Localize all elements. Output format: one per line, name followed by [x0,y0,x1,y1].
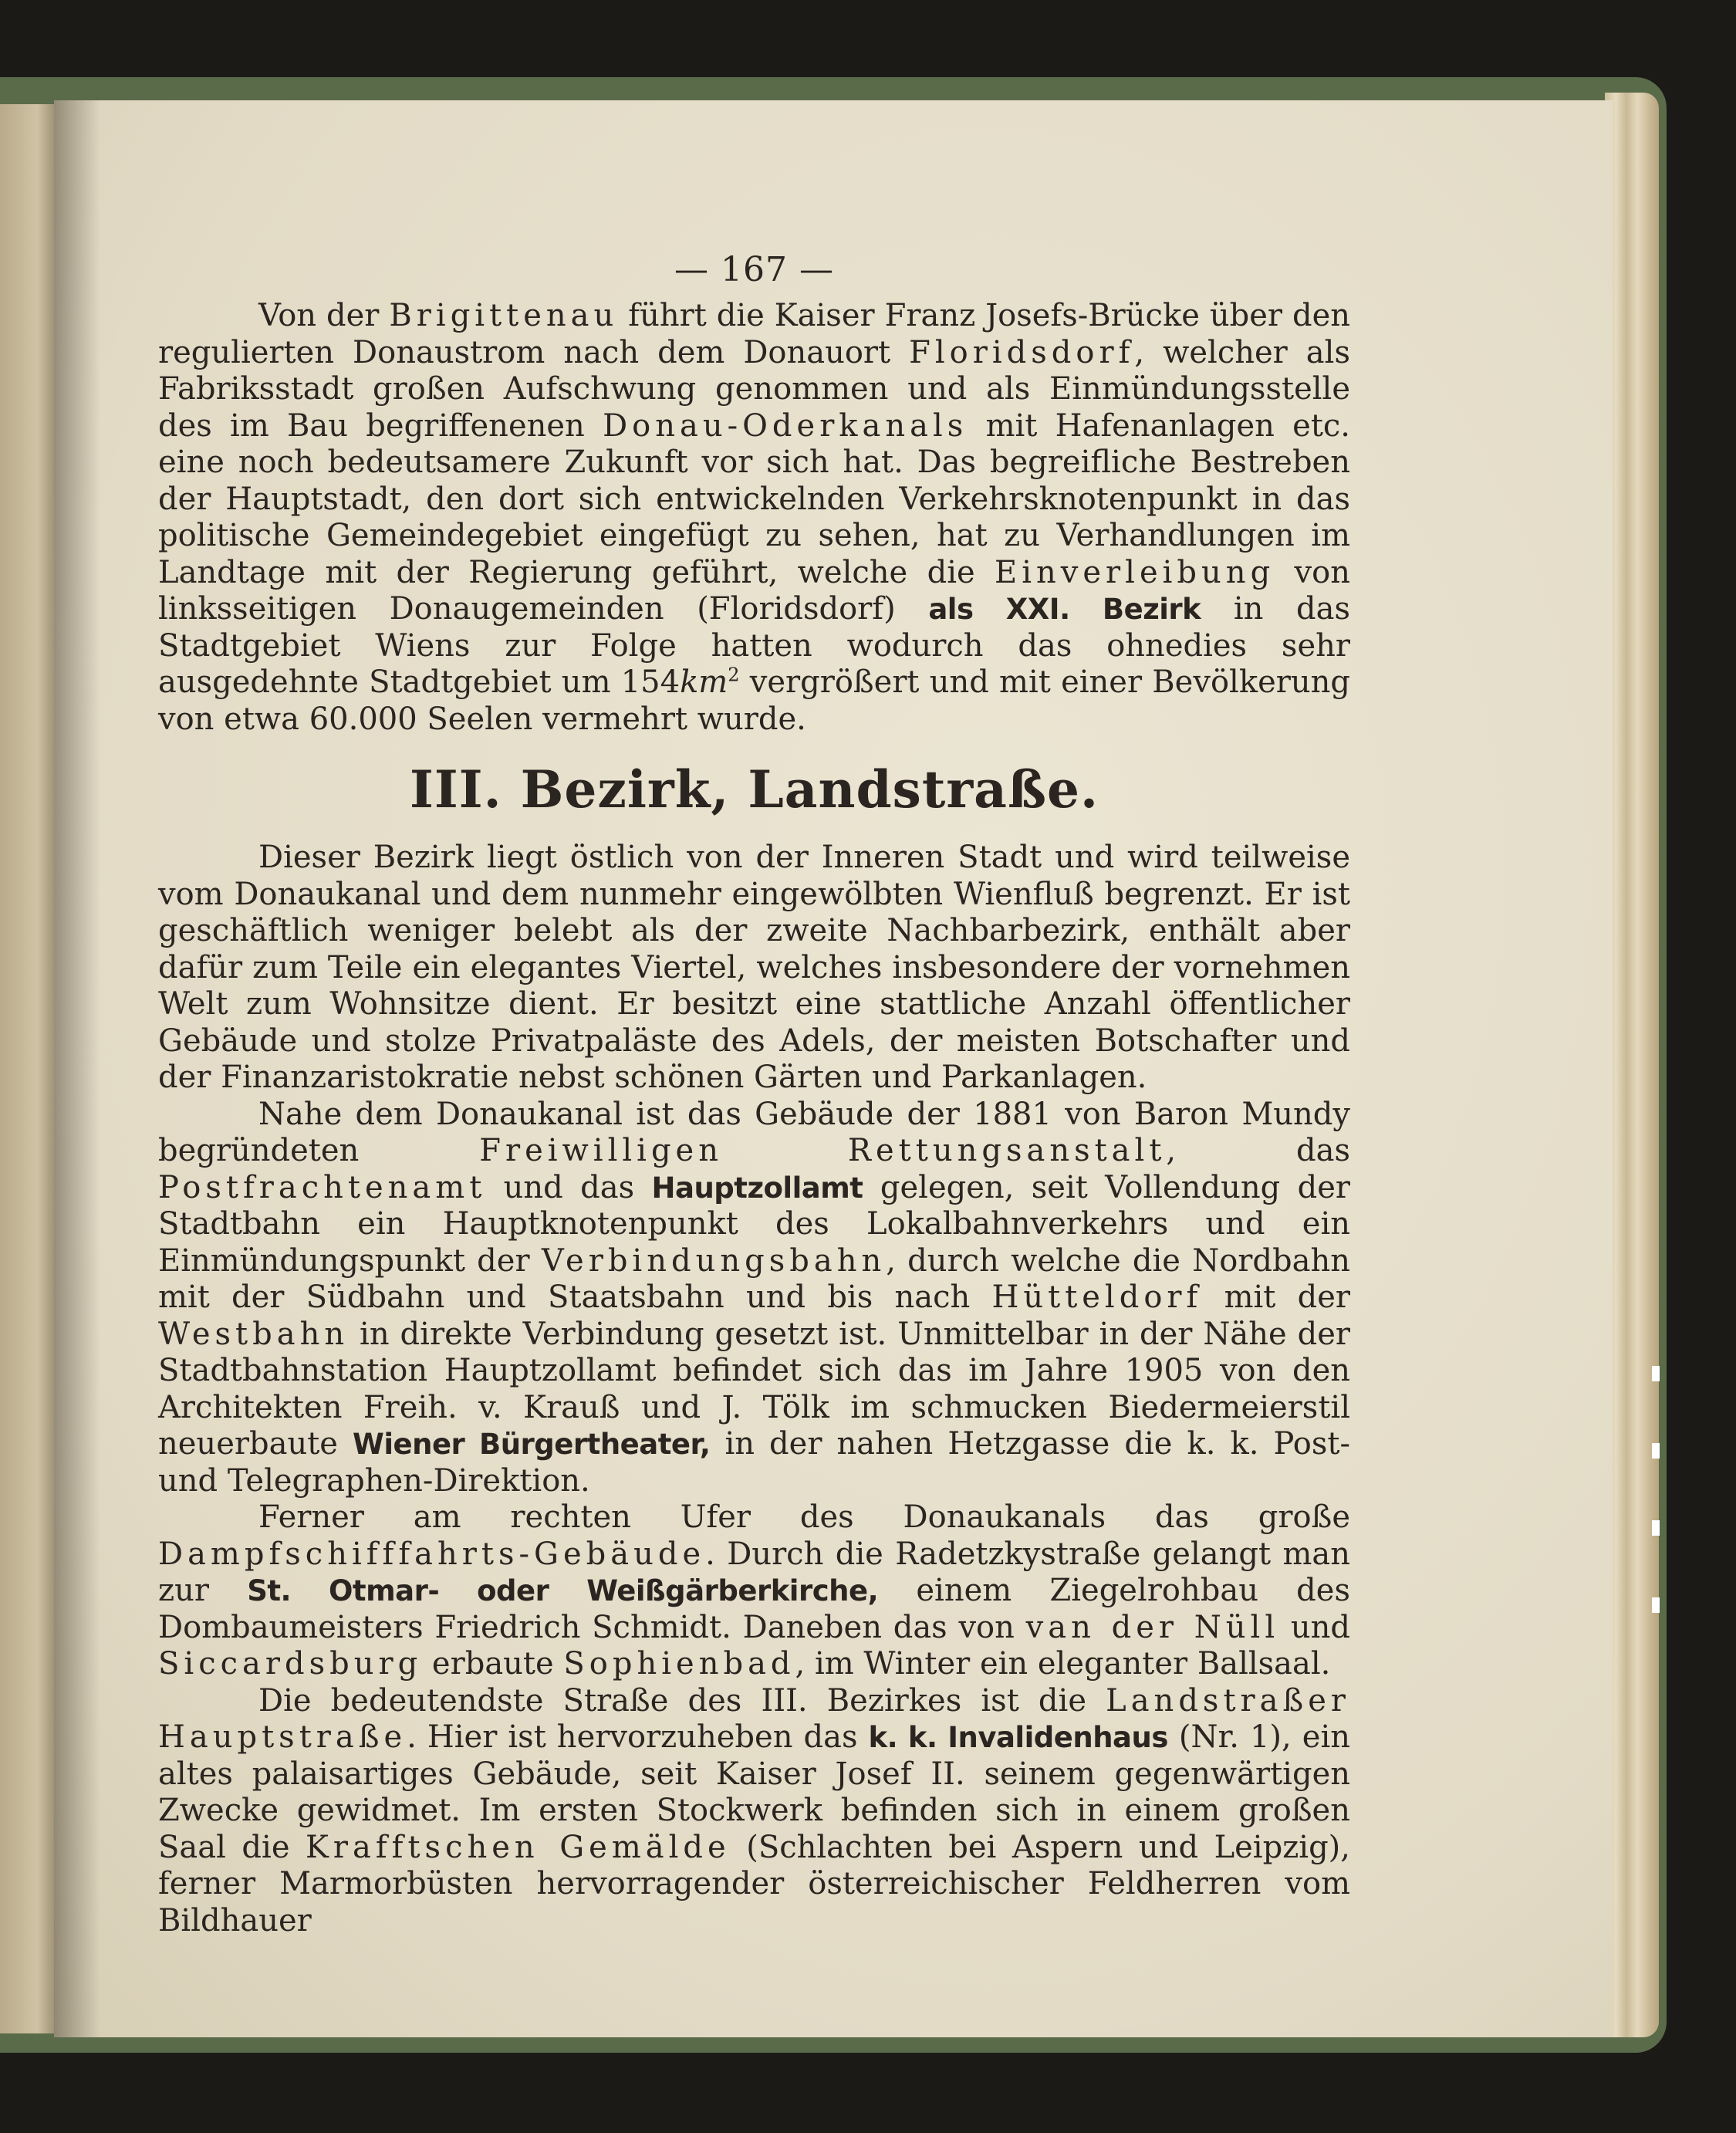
text-run: und das [486,1169,652,1205]
bold-text: Hauptzollamt [651,1171,863,1205]
bold-text: k. k. Invalidenhaus [868,1721,1168,1754]
text-run: , durch welche die Nordbahn mit der Südbahn und Staatsbahn und bis nach [158,1242,1350,1315]
paragraph-donaukanal [158,1097,1350,1500]
superscript: 2 [728,664,740,686]
text-run: , welcher als Fabriksstadt großen Aufschwung genommen und als Einmündungsstelle des im Bau begriffenenen [158,334,1350,444]
spaced-text: Einverleibung [995,554,1275,590]
spaced-text: Postfrachtenamt [158,1169,487,1205]
text-run: Von der [258,298,390,333]
spaced-text: Siccardsburg [158,1646,423,1682]
text-run: in der nahen Hetzgasse die k. k. Post- und Telegraphen-Direktion. [158,1426,1350,1499]
text-run: (Nr. 1), ein altes palaisartiges Gebäude, seit Kaiser Josef II. seinem gegenwärtigen Zwecke gewidmet. Im ersten Stockwerk befinden sich in einem großen Saal die [158,1719,1350,1865]
spaced-text: Westbahn [158,1316,350,1352]
page-edges [1605,93,1659,2037]
page-gutter-shadow [54,100,100,2037]
section-heading: III. Bezirk, Landstraße. [410,759,1099,820]
spaced-text: Sophienbad [563,1646,795,1682]
text-run: . Durch die Radetzkystraße gelangt man zur [158,1536,1350,1608]
spaced-text: Landstraßer Hauptstraße [158,1682,1350,1755]
text-run: führt die Kaiser Franz Josefs-Brücke über den regulierten Donaustrom nach dem Donauort [158,298,1350,370]
bold-text: Wiener Bürgertheater, [353,1428,711,1461]
spaced-text: van der Nüll [1025,1609,1280,1645]
spaced-text: Krafftschen Gemälde [306,1829,731,1865]
left-page-edge [0,104,62,2033]
text-run: und [1279,1609,1351,1645]
calibration-mark [1652,1520,1660,1536]
calibration-mark [1652,1597,1660,1613]
bold-text: als XXI. Bezirk [928,593,1201,626]
text-run: von linksseitigen Donaugemeinden (Floridsdorf) [158,554,1350,627]
page-number: — 167 — [674,250,834,289]
bold-text: St. Otmar- oder Weißgärberkirche, [247,1574,879,1607]
paragraph-intro: Dieser Bezirk liegt östlich von der Inneren Stadt und wird teilweise vom Donaukanal und dem nunmehr eingewölbten Wienfluß begrenzt. Er ist geschäftlich weniger belebt als der zweite Nachbarbezirk, enthält aber dafür zum Teile ein elegantes Viertel, welches insbesondere der vornehmen Welt zum Wohnsitze dient. Er besitzt eine stattliche Anzahl öffentlicher Gebäude und stolze Privatpaläste des Adels, der meisten Botschafter und der Finanzaristokratie nebst schönen Gärten und Parkanlagen. [158,840,1350,1095]
text-run: mit der [1202,1279,1350,1315]
calibration-mark [1652,1443,1660,1459]
text-run: , im Winter ein eleganter Ballsaal. [795,1646,1331,1682]
spaced-text: Dampfschifffahrts-Gebäude [158,1536,706,1572]
text-block [158,247,1350,1939]
calibration-mark [1652,1366,1660,1381]
paragraph-floridsdorf [158,298,1350,738]
spaced-text: Hütteldorf [991,1279,1203,1315]
text-run: , das [1166,1133,1350,1168]
text-run: . Hier ist hervorzuheben das [407,1719,869,1755]
text-run: (Schlachten bei Aspern und Leipzig), ferner Marmorbüsten hervorragender österreichischer Feldherren vom Bildhauer [158,1829,1350,1939]
paragraph-hauptstrasse [158,1683,1350,1940]
text-run: in das Stadtgebiet Wiens zur Folge hatten wodurch das ohnedies sehr ausgedehnte Stadtgebiet um 154 [158,591,1350,700]
text-run: einem Ziegelrohbau des Dombaumeisters Friedrich Schmidt. Daneben das von [158,1573,1350,1645]
spaced-text: Floridsdorf [909,334,1135,370]
text-run: erbaute [422,1646,564,1682]
text-run: Ferner am rechten Ufer des Donaukanals das große [258,1499,1350,1535]
spaced-text: Freiwilligen Rettungsanstalt [479,1133,1167,1168]
spaced-text: Brigittenau [389,298,619,333]
text-run: in direkte Verbindung gesetzt ist. Unmittelbar in der Nähe der Stadtbahnstation Hauptzollamt befindet sich das im Jahre 1905 von den Architekten Freih. v. Krauß und J. Tölk im schmucken Biedermeierstil neuerbaute [158,1316,1350,1462]
text-run: Nahe dem Donaukanal ist das Gebäude der 1881 von Baron Mundy begründeten [158,1096,1350,1168]
text-run: mit Hafenanlagen etc. eine noch bedeutsamere Zukunft vor sich hat. Das begreifliche Bestreben der Hauptstadt, den dort sich entwickelnden Verkehrsknotenpunkt in das politische Gemeindegebiet eingefügt zu sehen, hat zu Verhandlungen im Landtage mit der Regierung geführt, welche die [158,407,1351,590]
text-run: vergrößert und mit einer Bevölkerung von etwa 60.000 Seelen vermehrt wurde. [158,664,1350,737]
spaced-text: Donau-Oderkanals [603,407,968,444]
spaced-text: Verbindungsbahn [541,1242,887,1279]
paragraph-dampfschiff [158,1499,1350,1683]
text-run: Die bedeutendste Straße des III. Bezirkes ist die [258,1682,1106,1719]
italic-unit: km [680,664,728,700]
text-run: gelegen, seit Vollendung der Stadtbahn ein Hauptknotenpunkt des Lokalbahnverkehrs und ein Einmündungspunkt der [158,1169,1350,1279]
